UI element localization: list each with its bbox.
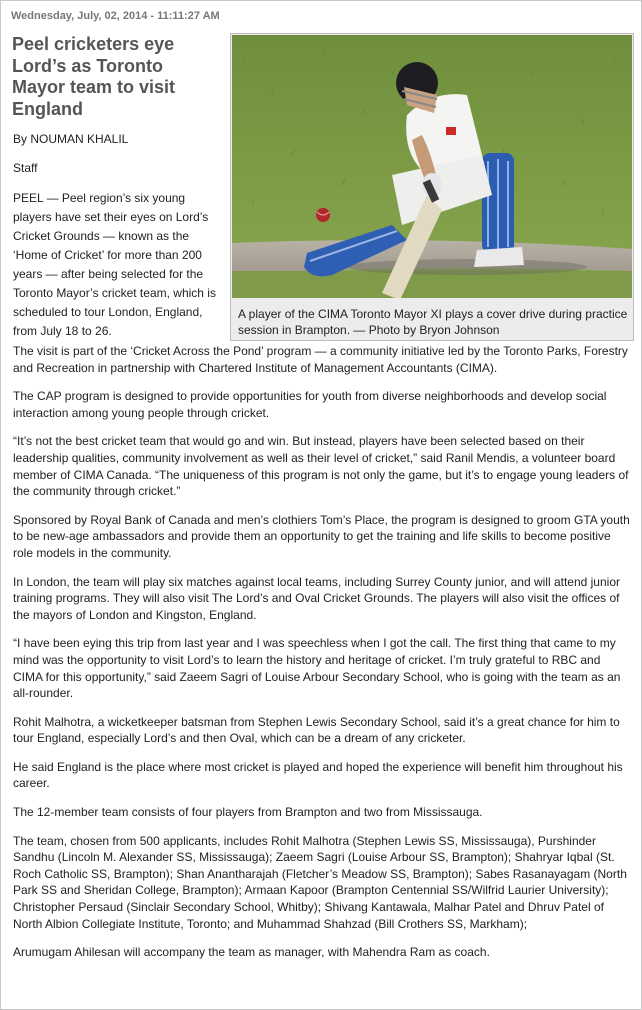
article-paragraph: Sponsored by Royal Bank of Canada and men’s clothiers Tom’s Place, the program is designed to groom GTA youth to be new-age ambassadors and provide them an opportunity to get the training and life skills to become positive role models in the community. (13, 512, 630, 560)
article-body (13, 343, 633, 973)
article-paragraph: He said England is the place where most cricket is played and hoped the experience will benefit him throughout his career. (13, 759, 623, 791)
article-lede: PEEL — Peel region’s six young players have set their eyes on Lord’s Cricket Grounds — known as the ‘Home of Cricket’ for more than 200 years — after being selected for the Toronto Mayor’s cricket team, which is scheduled to tour London, England, from July 18 to 26. (13, 191, 216, 338)
article-staff-label: Staff (13, 161, 38, 175)
photo-figure (230, 33, 634, 341)
cricket-player-photo (232, 35, 632, 298)
article-paragraph: “I have been eying this trip from last year and I was speechless when I got the call. The first thing that came to my mind was the opportunity to visit Lord’s to learn the history and heritage of cricket. I’m truly grateful to RBC and CIMA for this opportunity,” said Zaeem Sagri of Louise Arbour Secondary School, who is going with the team as an all-rounder. (13, 636, 621, 701)
article-dateline: Wednesday, July, 02, 2014 - 11:11:27 AM (11, 10, 220, 22)
photo-caption: A player of the CIMA Toronto Mayor XI plays a cover drive during practice session in Brampton. — Photo by Bryon Johnson (238, 307, 628, 337)
article-paragraph: “It’s not the best cricket team that would go and win. But instead, players have been selected based on their leadership qualities, community involvement as well as their level of cricket,” said Ranil Mendis, a volunteer board member of CIMA Canada. “The uniqueness of this program is not only the game, but it’s to engage young leaders of the community through cricket.” (13, 434, 629, 499)
article-paragraph: The CAP program is designed to provide opportunities for youth from diverse neighborhoods and develop social interaction among young people through cricket. (13, 389, 607, 420)
article-headline: Peel cricketers eye Lord’s as Toronto Mayor team to visit England (12, 34, 176, 119)
article-paragraph: Arumugam Ahilesan will accompany the team as manager, with Mahendra Ram as coach. (13, 945, 490, 960)
article-paragraph: Rohit Malhotra, a wicketkeeper batsman from Stephen Lewis Secondary School, said it’s a great chance for him to tour England, especially Lord’s and then Oval, which can be a dream of any cricketer. (13, 714, 620, 746)
article-paragraph: The 12-member team consists of four players from Brampton and two from Mississauga. (13, 805, 483, 820)
article-byline: By NOUMAN KHALIL (13, 132, 129, 146)
article-paragraph: The team, chosen from 500 applicants, includes Rohit Malhotra (Stephen Lewis SS, Mississauga), Purshinder Sandhu (Lincoln M. Alexander SS, Mississauga); Zaeem Sagri (Louise Arbour SS, Brampton); Shahryar Iqbal (St. Roch Catholic SS, Brampton); Shan Anantharajah (Fletcher’s Meadow SS, Brampton); Sabes Rasanayagam (North Park SS and Sheridan College, Brampton); Armaan Kapoor (Brampton Centennial SS/Wilfrid Laurier University); Christopher Persaud (Sinclair Secondary School, Whitby); Shivang Kantawala, Malhar Patel and Dhruv Patel of North Albion Collegiate Institute, Toronto; and Muhammad Shahzad (Bill Crothers SS, Markham); (13, 833, 627, 931)
article-paragraph: The visit is part of the ‘Cricket Across the Pond’ program — a community initiative led by the Toronto Parks, Forestry and Recreation in partnership with Chartered Institute of Management Accountants (CIMA). (13, 344, 628, 375)
article-paragraph: In London, the team will play six matches against local teams, including Surrey County junior, and will attend junior training programs. They will also visit The Lord’s and Oval Cricket Grounds. The players will also visit the offices of the mayors of London and Kingston, England. (13, 574, 620, 622)
